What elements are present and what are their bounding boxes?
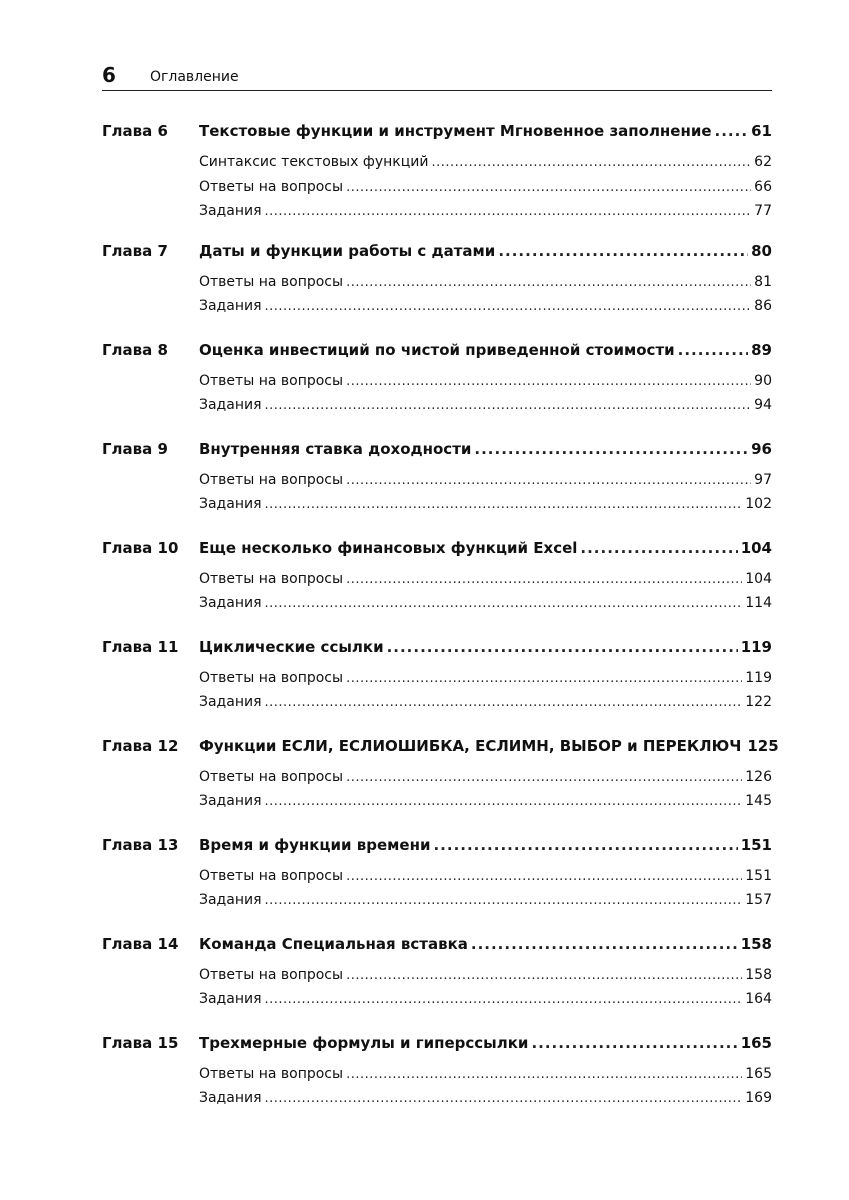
chapter-page: 80	[751, 241, 772, 260]
dot-leader	[678, 341, 748, 359]
section-title: Ответы на вопросы	[199, 570, 344, 587]
section-page: 66	[754, 178, 772, 195]
section-row[interactable]	[199, 179, 772, 204]
section-title: Ответы на вопросы	[199, 867, 344, 884]
section-title: Ответы на вопросы	[199, 966, 344, 983]
dot-leader	[346, 770, 742, 785]
chapter-8	[102, 341, 772, 422]
section-title: Задания	[199, 496, 262, 512]
chapter-6	[102, 122, 772, 228]
chapter-label: Глава 8	[102, 340, 168, 359]
dot-leader	[346, 671, 742, 686]
chapter-label: Глава 11	[102, 637, 179, 656]
section-row[interactable]	[199, 769, 772, 794]
section-row[interactable]	[199, 571, 772, 596]
dot-leader	[431, 155, 751, 170]
dot-leader	[471, 935, 738, 953]
chapter-row[interactable]	[102, 1034, 772, 1060]
section-page: 169	[745, 1090, 772, 1106]
chapter-page: 89	[751, 340, 772, 359]
section-title: Задания	[199, 203, 262, 219]
section-row[interactable]	[199, 154, 772, 179]
chapter-title: Циклические ссылки	[199, 637, 384, 656]
section-title: Задания	[199, 694, 262, 710]
chapter-page: 158	[740, 934, 772, 953]
dot-leader	[474, 440, 748, 458]
chapter-row[interactable]	[102, 242, 772, 268]
chapter-row[interactable]	[102, 341, 772, 367]
section-row[interactable]	[199, 892, 772, 917]
section-title: Ответы на вопросы	[199, 669, 344, 686]
section-row[interactable]	[199, 274, 772, 299]
section-title: Ответы на вопросы	[199, 178, 344, 195]
chapter-title: Трехмерные формулы и гиперссылки	[199, 1033, 529, 1052]
chapter-title: Текстовые функции и инструмент Мгновенное заполнение	[199, 122, 712, 140]
section-page: 122	[745, 694, 772, 710]
chapter-label: Глава 12	[102, 736, 179, 755]
section-page: 165	[745, 1065, 772, 1082]
dot-leader	[265, 893, 743, 908]
dot-leader	[433, 836, 737, 854]
dot-leader	[715, 122, 749, 140]
section-page: 158	[745, 966, 772, 983]
chapter-7	[102, 242, 772, 323]
chapter-page: 165	[740, 1033, 772, 1052]
section-page: 62	[754, 154, 772, 170]
chapter-row[interactable]	[102, 935, 772, 961]
chapter-label: Глава 7	[102, 241, 168, 260]
section-title: Ответы на вопросы	[199, 273, 344, 290]
chapter-page: 119	[740, 637, 772, 656]
section-page: 151	[745, 867, 772, 884]
chapter-11	[102, 638, 772, 719]
chapter-label: Глава 15	[102, 1033, 179, 1052]
section-page: 164	[745, 991, 772, 1007]
dot-leader	[265, 992, 743, 1007]
chapter-row[interactable]	[102, 122, 772, 148]
chapter-14	[102, 935, 772, 1016]
section-row[interactable]	[199, 472, 772, 497]
section-page: 145	[745, 793, 772, 809]
section-page: 126	[745, 768, 772, 785]
section-row[interactable]	[199, 203, 772, 228]
section-page: 86	[754, 298, 772, 314]
chapter-page: 151	[740, 835, 772, 854]
dot-leader	[346, 572, 742, 587]
section-row[interactable]	[199, 298, 772, 323]
chapter-title: Время и функции времени	[199, 835, 431, 854]
dot-leader	[346, 869, 742, 884]
dot-leader	[265, 695, 743, 710]
chapter-9	[102, 440, 772, 521]
section-row[interactable]	[199, 967, 772, 992]
chapter-row[interactable]	[102, 638, 772, 664]
chapter-label: Глава 6	[102, 122, 168, 140]
section-row[interactable]	[199, 991, 772, 1016]
chapter-title: Команда Специальная вставка	[199, 934, 468, 953]
chapter-row[interactable]	[102, 736, 779, 763]
section-title: Задания	[199, 892, 262, 908]
section-page: 90	[754, 372, 772, 389]
dot-leader	[531, 1034, 737, 1052]
dot-leader	[265, 497, 743, 512]
chapter-row[interactable]	[102, 440, 772, 466]
header-title: Оглавление	[150, 69, 239, 85]
section-page: 119	[745, 669, 772, 686]
dot-leader	[498, 242, 748, 260]
section-page: 94	[754, 397, 772, 413]
section-page: 97	[754, 471, 772, 488]
section-page: 157	[745, 892, 772, 908]
chapter-page: 104	[740, 538, 772, 557]
section-title: Ответы на вопросы	[199, 768, 344, 785]
dot-leader	[346, 968, 742, 983]
section-row[interactable]	[199, 868, 772, 893]
section-title: Задания	[199, 397, 262, 413]
chapter-title: Даты и функции работы с датами	[199, 241, 496, 260]
section-page: 104	[745, 570, 772, 587]
section-row[interactable]	[199, 595, 772, 620]
dot-leader	[265, 1091, 743, 1106]
section-page: 114	[745, 595, 772, 611]
dot-leader	[580, 539, 737, 557]
section-title: Ответы на вопросы	[199, 471, 344, 488]
page-number: 6	[102, 63, 116, 87]
dot-leader	[346, 180, 751, 195]
chapter-12	[102, 736, 779, 818]
section-title: Задания	[199, 1090, 262, 1106]
dot-leader	[265, 204, 752, 219]
section-title: Задания	[199, 793, 262, 809]
dot-leader	[346, 275, 751, 290]
section-title: Задания	[199, 595, 262, 611]
section-page: 102	[745, 496, 772, 512]
dot-leader	[387, 638, 738, 656]
section-title: Синтаксис текстовых функций	[199, 154, 429, 170]
chapter-title: Оценка инвестиций по чистой приведенной стоимости	[199, 340, 675, 359]
section-page: 81	[754, 273, 772, 290]
chapter-label: Глава 9	[102, 439, 168, 458]
dot-leader	[265, 299, 752, 314]
chapter-13	[102, 836, 772, 917]
chapter-label: Глава 14	[102, 934, 179, 953]
section-page: 77	[754, 203, 772, 219]
chapter-title: Еще несколько финансовых функций Excel	[199, 538, 578, 557]
dot-leader	[346, 473, 751, 488]
chapter-page: 96	[751, 439, 772, 458]
dot-leader	[265, 596, 743, 611]
section-row[interactable]	[199, 397, 772, 422]
section-title: Задания	[199, 298, 262, 314]
chapter-label: Глава 10	[102, 538, 179, 557]
dot-leader	[346, 1067, 742, 1082]
dot-leader	[265, 398, 752, 413]
chapter-title: Внутренняя ставка доходности	[199, 439, 472, 458]
dot-leader	[265, 794, 743, 809]
dot-leader	[346, 374, 751, 389]
chapter-row[interactable]	[102, 836, 772, 862]
chapter-title: Функции ЕСЛИ, ЕСЛИОШИБКА, ЕСЛИМН, ВЫБОР и ПЕРЕКЛЮЧ	[199, 736, 742, 755]
chapter-10	[102, 539, 772, 620]
chapter-page: 61	[751, 122, 772, 140]
section-row[interactable]	[199, 1066, 772, 1091]
chapter-label: Глава 13	[102, 835, 179, 854]
chapter-row[interactable]	[102, 539, 772, 565]
section-row[interactable]	[199, 694, 772, 719]
section-row[interactable]	[199, 1090, 772, 1115]
section-row[interactable]	[199, 496, 772, 521]
page-header	[102, 62, 772, 91]
chapter-15	[102, 1034, 772, 1115]
section-title: Задания	[199, 991, 262, 1007]
section-row[interactable]	[199, 373, 772, 398]
section-row[interactable]	[199, 793, 772, 818]
section-title: Ответы на вопросы	[199, 372, 344, 389]
section-title: Ответы на вопросы	[199, 1065, 344, 1082]
chapter-page: 125	[747, 736, 779, 755]
table-of-contents	[102, 122, 779, 1133]
section-row[interactable]	[199, 670, 772, 695]
